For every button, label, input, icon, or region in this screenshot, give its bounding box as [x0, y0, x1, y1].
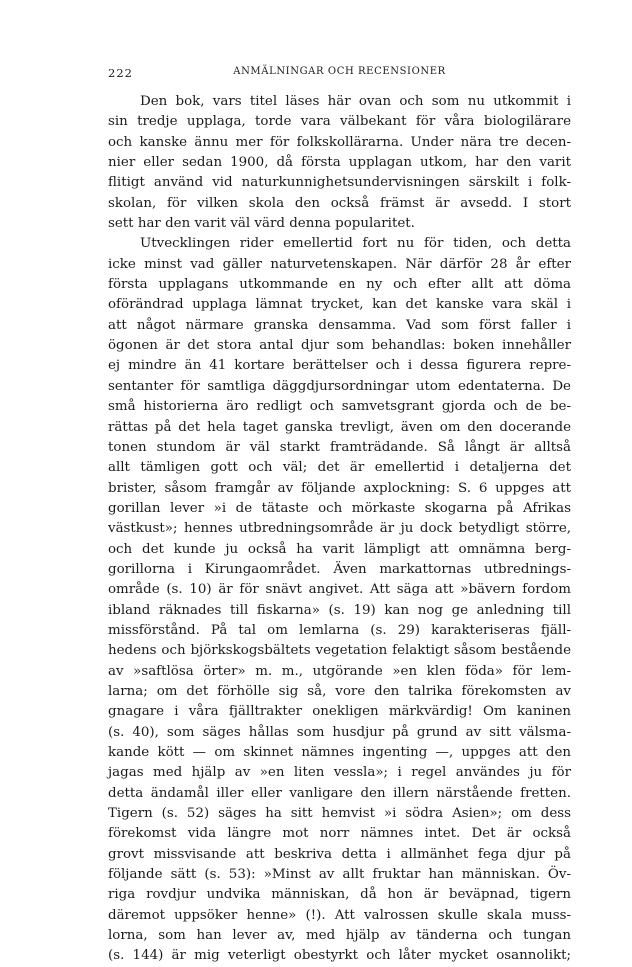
text-line: små historierna äro redligt och samvetsgrant gjorda och de be- — [108, 399, 571, 415]
text-line: (s. 144) är mig veterligt obestyrkt och låter mycket osannolikt; — [108, 948, 571, 964]
text-line: däremot uppsöker henne» (!). Att valrossen skulle skala muss- — [108, 907, 571, 923]
text-line: missförstånd. På tal om lemlarna (s. 29) karakteriseras fjäll- — [108, 622, 571, 638]
text-line: och det kunde ju också ha varit lämpligt att omnämna berg- — [108, 541, 571, 557]
text-line: tonen stundom är väl starkt framträdande. Så långt är alltså — [108, 439, 571, 455]
text-line: västkust»; hennes utbredningsområde är ju dock betydligt större, — [108, 521, 571, 537]
text-line: flitigt använd vid naturkunnighetsundervisningen särskilt i folk- — [108, 175, 571, 191]
text-line: larna; om det förhölle sig så, vore den talrika förekomsten av — [108, 683, 571, 699]
body-text — [108, 92, 571, 967]
text-line: sentanter för samtliga däggdjursordningar utom edentaterna. De — [108, 378, 571, 394]
text-line: Utvecklingen rider emellertid fort nu för tiden, och detta — [140, 236, 571, 252]
text-line: och kanske ännu mer för folkskollärarna. Under nära tre decen- — [108, 134, 571, 150]
text-line: skolan, för vilken skola den också främst är avsedd. I stort — [108, 195, 571, 211]
text-line: att något närmare granska densamma. Vad som först faller i — [108, 317, 571, 333]
text-line: kande kött — om skinnet nämnes ingenting —, uppges att den — [108, 745, 571, 760]
text-line: gnagare i våra fjälltrakter onekligen märkvärdig! Om kaninen — [108, 704, 571, 720]
text-line: detta ändamål iller eller vanligare den illern närstående fretten. — [108, 785, 571, 801]
text-line: oförändrad upplaga lämnat trycket, kan det kanske vara skäl i — [108, 297, 571, 313]
running-head: ANMÄLNINGAR OCH RECENSIONER — [233, 66, 446, 77]
text-line: följande sätt (s. 53): »Minst av allt fruktar han människan. Öv- — [108, 867, 571, 883]
text-line: ej mindre än 41 kortare berättelser och i dessa figurera repre- — [108, 358, 571, 374]
text-line: (s. 40), som säges hållas som husdjur på grund av sitt välsma- — [108, 724, 571, 740]
text-line: icke minst vad gäller naturvetenskapen. När därför 28 år efter — [108, 256, 571, 272]
text-line: förekomst vida längre mot norr nämnes intet. Det är också — [108, 826, 571, 842]
text-line: jagas med hjälp av »en liten vessla»; i regel användes ju för — [108, 765, 571, 781]
text-line: av »saftlösa örter» m. m., utgörande »en klen föda» för lem- — [108, 663, 571, 679]
text-line: gorillan lever »i de tätaste och mörkaste skogarna på Afrikas — [108, 500, 571, 516]
text-line: sin tredje upplaga, torde vara välbekant för våra biologilärare — [108, 114, 571, 130]
text-line: ibland räknades till fiskarna» (s. 19) kan nog ge anledning till — [108, 602, 571, 618]
text-line: brister, såsom framgår av följande axplockning: S. 6 uppges att — [108, 480, 571, 496]
text-line: hedens och björkskogsbältets vegetation felaktigt såsom bestående — [108, 643, 571, 659]
text-line: sett har den varit väl värd denna popularitet. — [108, 216, 415, 232]
page-header — [108, 66, 571, 82]
text-line: område (s. 10) är för snävt angivet. Att säga att »bävern fordom — [108, 582, 571, 598]
text-line: nier eller sedan 1900, då första upplagan utkom, har den varit — [108, 155, 571, 171]
text-line: riga rovdjur undvika människan, då hon är beväpnad, tigern — [108, 887, 571, 903]
text-line: rättas på det hela taget ganska trevligt, även om den docerande — [108, 419, 571, 435]
text-line: ögonen är det stora antal djur som behandlas: boken innehåller — [108, 338, 571, 354]
text-line: Tigern (s. 52) säges ha sitt hemvist »i södra Asien»; om dess — [108, 806, 571, 822]
text-line: allt tämligen gott och väl; det är emellertid i detaljerna det — [108, 460, 571, 476]
text-line: grovt missvisande att beskriva detta i allmänhet fega djur på — [108, 846, 571, 862]
text-line: första upplagans utkommande en ny och efter allt att döma — [108, 277, 571, 293]
text-line: Den bok, vars titel läses här ovan och som nu utkommit i — [140, 94, 571, 109]
page-number: 222 — [108, 66, 133, 80]
text-line: lorna, som han lever av, med hjälp av tänderna och tungan — [108, 928, 571, 944]
text-line: gorillorna i Kirungaområdet. Även markattornas utbrednings- — [108, 561, 571, 577]
